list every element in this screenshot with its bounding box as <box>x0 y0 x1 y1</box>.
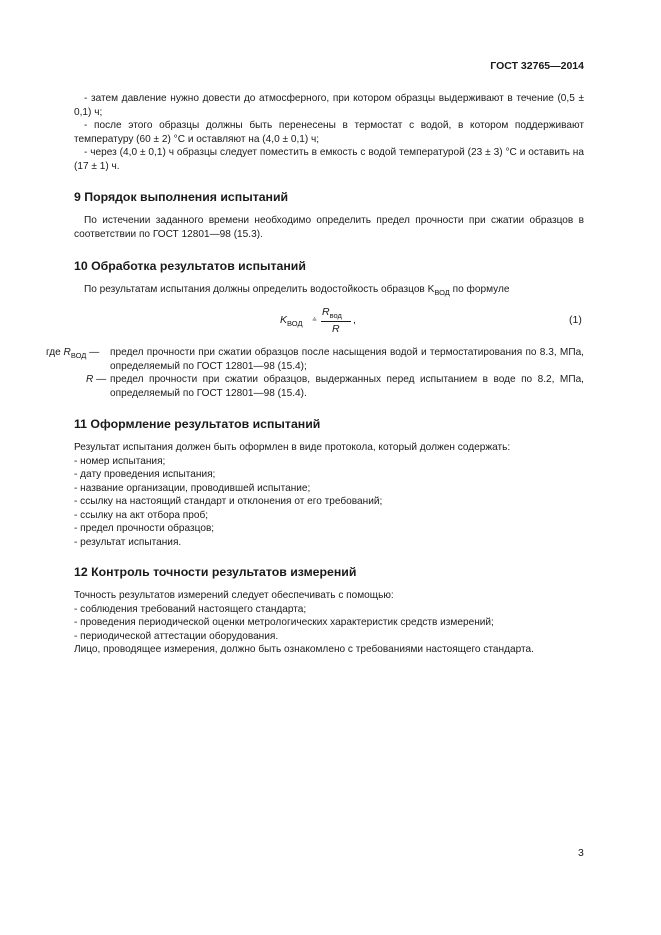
definition-text: предел прочности при сжатии образцов, выдержанных перед испытанием в воде по 8.2, МПа, определяемый по ГОСТ 12801—98 (15.4). <box>110 374 584 399</box>
definition-label: R — <box>86 374 107 385</box>
section-title: 11 Оформление результатов испытаний <box>74 417 321 431</box>
list-item: - ссылку на акт отбора проб; <box>74 509 209 521</box>
list-item: - название организации, проводившей испытание; <box>74 482 311 494</box>
section-9 <box>74 190 584 241</box>
list-item: - периодической аттестации оборудования. <box>74 630 279 642</box>
page-number: 3 <box>578 847 584 859</box>
closing-text: Лицо, проводящее измерения, должно быть ознакомлено с требованиями настоящего стандарта. <box>74 644 534 655</box>
section-10 <box>74 259 584 300</box>
section-lead: Точность результатов измерений следует обеспечивать с помощью: <box>74 590 394 601</box>
list-item: - номер испытания; <box>74 455 166 467</box>
fraction-line <box>321 321 351 322</box>
list-item: - соблюдения требований настоящего стандарта; <box>74 603 307 615</box>
section-lead: Результат испытания должен быть оформлен в виде протокола, который должен содержать: <box>74 442 511 453</box>
intro-list <box>74 92 584 173</box>
formula-numerator: $R_{вод}$ <box>322 306 342 321</box>
section-text: По результатам испытания должны определить водостойкость образцов $K_{ВОД}$ по формуле <box>84 284 510 298</box>
list-item: - результат испытания. <box>74 536 182 548</box>
list-item: - после этого образцы должны быть перенесены в термостат с водой, в котором поддерживают температуру (60 ± 2) °С и оставляют на (4,0 ± 0,1) ч; <box>74 120 584 145</box>
definition-label: где $R_{ВОД}$ — <box>46 347 100 361</box>
section-text: По истечении заданного времени необходимо определить предел прочности при сжатии образцов в соответствии по ГОСТ 12801—98 (15.3). <box>74 215 584 240</box>
section-title: 10 Обработка результатов испытаний <box>74 259 306 273</box>
list-item: - затем давление нужно довести до атмосферного, при котором образцы выдерживают в течение (0,5 ± 0,1) ч; <box>74 93 584 118</box>
section-12 <box>74 565 584 657</box>
definitions <box>46 346 584 400</box>
list-item: - проведения периодической оценки метрологических характеристик средств измерений; <box>74 617 494 628</box>
definition-text: предел прочности при сжатии образцов после насыщения водой и термостатирования по 8.3, МПа, определяемый по ГОСТ 12801—98 (15.4); <box>110 347 584 372</box>
formula-lhs: $K_{ВОД}$ <box>280 314 303 329</box>
definition-row <box>46 346 584 373</box>
standard-header: ГОСТ 32765—2014 <box>490 60 584 72</box>
formula-denominator: R <box>332 323 340 335</box>
section-11 <box>74 417 584 549</box>
list-item: - предел прочности образцов; <box>74 523 215 534</box>
formula: $K_{ВОД}$ ≙ $R_{вод}$ R , (1) <box>280 306 582 335</box>
formula-eq-symbol: ≙ <box>312 318 318 324</box>
list-item: - ссылку на настоящий стандарт и отклонения от его требований; <box>74 496 383 507</box>
list-item: - дату проведения испытания; <box>74 469 216 480</box>
section-title: 9 Порядок выполнения испытаний <box>74 190 289 204</box>
definition-row <box>46 373 584 400</box>
list-item: - через (4,0 ± 0,1) ч образцы следует поместить в емкость с водой температурой (23 ± 3) °С и оставить на (17 ± 1) ч. <box>74 147 584 172</box>
section-title: 12 Контроль точности результатов измерений <box>74 565 357 579</box>
formula-number: (1) <box>569 314 582 326</box>
